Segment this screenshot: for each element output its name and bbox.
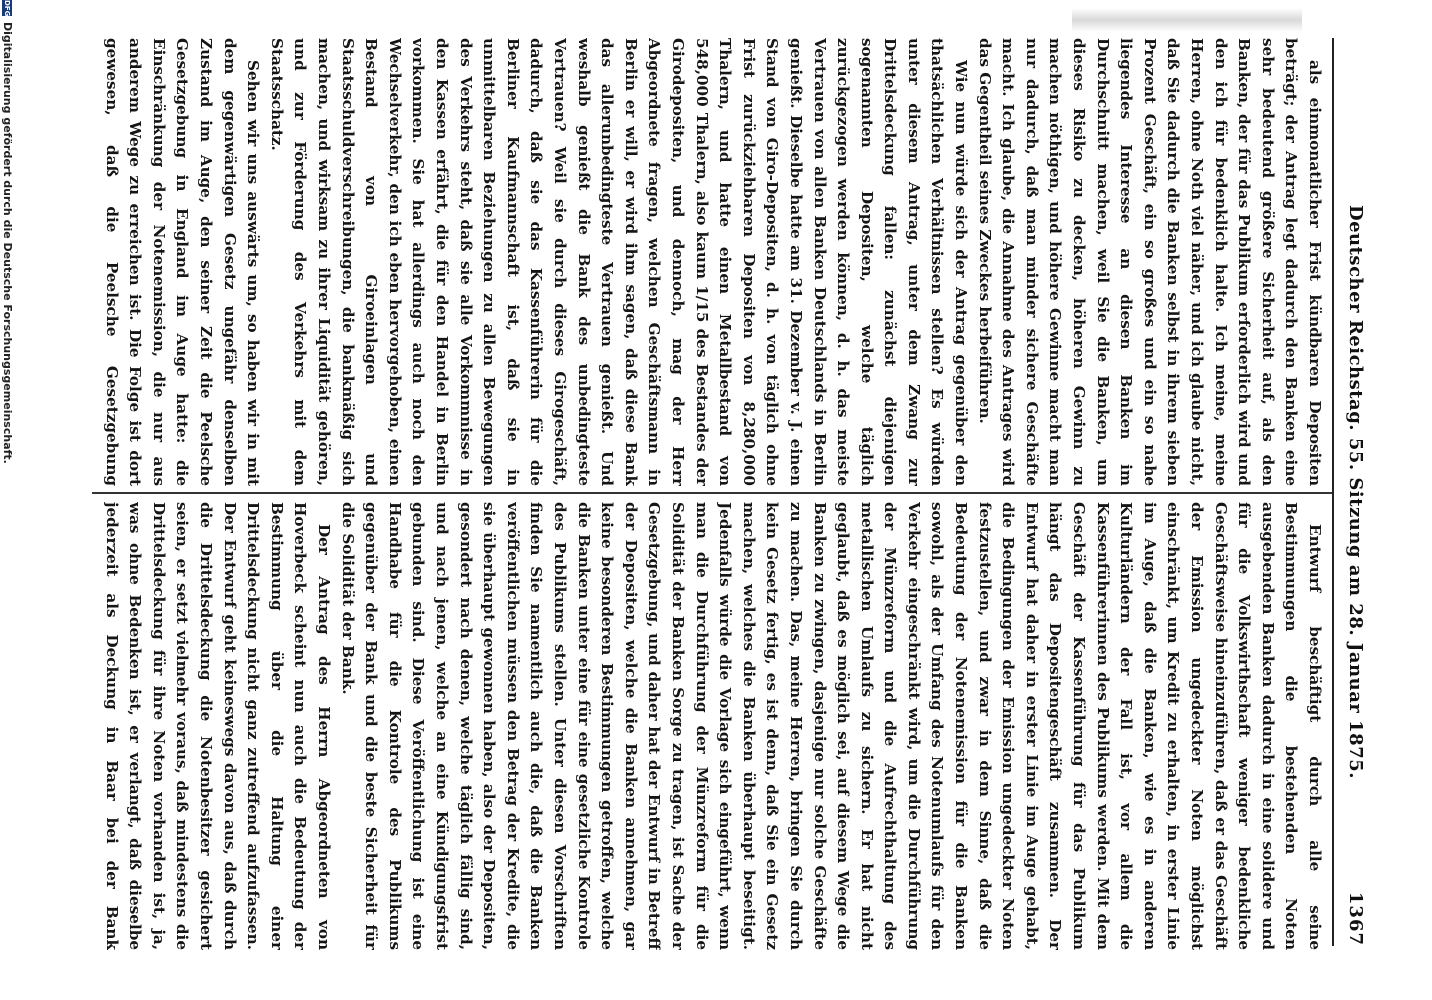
column-left	[96, 38, 1326, 486]
page-number: 1367	[1345, 891, 1366, 946]
paragraph: Wie nun würde sich der Antrag gegenüber den thatsächlichen Verhältnissen stellen? Es würden unter diesem Antrag, unter dem Zwang zur Drittelsdeckung fallen: zunächst diejenigen sogenannten Depositen, welche täglich zurückgezogen werden können, d. h. das meiste Vertrauen von allen Banken Deutschlands in Berlin genießt. Dieselbe hatte am 31. Dezember v. J. einen Stand von Giro-Depositen, d. h. von täglich ohne Frist zurückziehbaren Depositen von 8,280,000 Thalern, und hatte einen Metallbestand von 548,000 Thalern, also kaum 1/15 des Bestandes der Girodepositen, und dennoch, mag der Herr Abgeordnete fragen, welchen Geschäftsmann in Berlin er will, er wird ihm sagen, daß diese Bank das allerunbedingteste Vertrauen genießt. Und weshalb genießt die Bank des unbedingteste Vertrauen? Weil sie durch dieses Girogeschäft, dadurch, daß sie das Kassenführerin für die Berliner Kaufmannschaft ist, daß sie in unmittelbaren Beziehungen zu allen Bewegungen des Verkehrs steht, daß sie alle Vorkommnisse in den Kassen erfährt, die für den Handel in Berlin vorkommen. Sie hat allerdings auch noch den Wechselverkehr, den ich eben hervorgehoben, einen Bestand von Giroeinlagen und Staatsschuldverschreibungen, die bankmäßig sich machen, und wirksam zu ihrer Liquidität gehören, und zur Förderung des Verkehrs mit dem Staatsschatz.	[267, 38, 971, 486]
paragraph: Entwurf beschäftigt durch alle seine Bestimmungen die bestehenden Noten ausgebenden Banken dadurch in eine solidere und für die Volkswirthschaft weniger bedenkliche Geschäftsweise hineinzuführen, daß er das Geschäft der Emission ungedeckter Noten möglichst einschränkt, um Kredit zu erhalten, in erster Linie im Auge, daß die Banken, wie es in anderen Kulturländern der Fall ist, vor allem die Kassenführerinnen des Publikums werden. Mit dem Geschäft der Kassenführung für das Publikum hängt das Depositengeschäft zusammen. Der Entwurf hat daher in erster Linie im Auge gehabt, die Bedingungen der Emission ungedeckter Noten festzustellen, und zwar in dem Sinne, daß die Bedeutung der Notenemission für die Banken sowohl, als der Umfang des Notenumlaufs für den Verkehr eingeschränkt wird, um die Durchführung der Münzreform und die Aufrechthaltung des metallischen Umlaufs zu sichern. Er hat nicht geglaubt, daß es möglich sei, auf diesem Wege die Banken zu zwingen, dasjenige nur solche Geschäfte zu machen. Das, meine Herren, bringen Sie durch kein Gesetz fertig, es ist denn, daß Sie ein Gesetz machen, welches die Banken überhaupt beseitigt. Jedenfalls würde die Vorlage sich eingeführt, wenn man die Durchführung der Münzreform für die Solidität der Banken Sorge zu tragen, ist Sache der Gesetzgebung, und daher hat der Entwurf in Betreff der Depositen, welche die Banken annehmen, gar keine besonderen Bestimmungen getroffen, welche die Banken unter eine für eine gesetzliche Kontrole des Publikums stellen. Unter diesen Vorschriften finden Sie namentlich auch die, daß die Banken veröffentlichen müssen den Betrag der Kredite, die sie überhaupt gewonnen haben, also der Depositen, gesondert nach denen, welche täglich fällig sind, und nach jenen, welche an eine Kündigungsfrist gebunden sind. Diese Veröffentlichung ist eine Handhabe für die Kontrole des Publikums gegenüber der Bank und die beste Sicherheit für die Solidität der Bank.	[338, 502, 1324, 950]
paragraph: Sehen wir uns auswärts um, so haben wir in mit dem gegenwärtigen Gesetz ungefähr denselben Zustand im Auge, den seiner Zeit die Peelsche Gesetzgebung in England im Auge hatte: die Einschränkung der Notenemission, die nur aus anderem Wege zu erreichen ist. Die Folge ist dort gewesen, daß die Peelsche Gesetzgebung	[102, 38, 263, 486]
paragraph: Der Antrag des Herrn Abgeordneten von Hoverbeck scheint nun auch die Bedeutung der Bestimmung über die Haltung einer Drittelsdeckung nicht ganz zutreffend aufzufassen. Der Entwurf geht keineswegs davon aus, daß durch die Drittelsdeckung die Notenbesitzer gesichert seien, er setzt vielmehr voraus, daß mindestens die Drittelsdeckung für ihre Noten vorhanden ist, ja, was ohne Bedenken ist, er verlangt, daß dieselbe jederzeit als Deckung in Baar bei der Bank	[102, 502, 334, 950]
credit-text: Digitalisierung gefördert durch die Deutsche Forschungsgemeinschaft.	[1, 22, 14, 464]
header-rule	[1332, 38, 1334, 946]
column-divider	[92, 492, 1332, 494]
header-title: Deutscher Reichstag. 55. Sitzung am 28. Januar 1875.	[1345, 204, 1366, 780]
scan-smudge	[1072, 8, 1302, 32]
column-right	[96, 502, 1326, 950]
digitization-credit	[0, 0, 14, 1000]
dfg-logo: DFG	[3, 0, 11, 17]
page-header	[1332, 38, 1366, 946]
paragraph: als einmonatlicher Frist kündbaren Depositen beträgt; der Antrag legt dadurch den Banken eine sehr bedeutend größere Sicherheit auf, als den Banken, der für das Publikum erforderlich wird und den ich für bedenklich halte. Ich meine, meine Herren, ohne Noth viel näher, und ich glaube nicht, daß Sie dadurch die Banken selbst in ihrem sieben Prozent Geschäft, ein so großes und ein so nahe liegendes Interesse an diesen Banken im Durchschnitt machen, weil Sie die Banken, um dieses Risiko zu decken, höheren Gewinn zu machen nöthigen, und höhere Gewinne macht man nur dadurch, daß man minder sichere Geschäfte macht. Ich glaube, die Annahme des Antrages wird das Gegentheil seines Zweckes herbeiführen.	[975, 38, 1324, 486]
